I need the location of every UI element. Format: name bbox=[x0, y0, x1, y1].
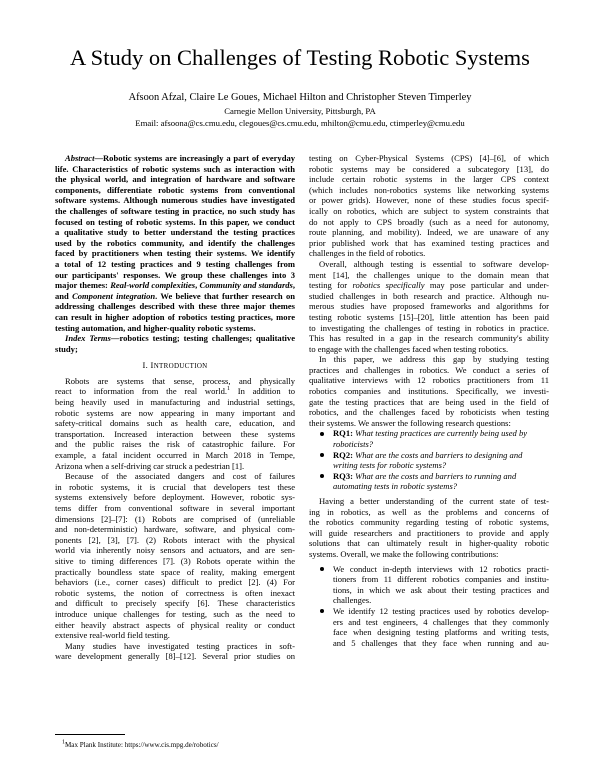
left-column bbox=[55, 153, 295, 662]
abstract-line: a qualitative study to better understand the testing practices bbox=[55, 227, 295, 238]
abstract-line: testing automation, and higher-quality robotic systems. bbox=[55, 322, 256, 333]
bullet-icon bbox=[320, 432, 324, 436]
research-question-2: RQ2: What are the costs and barriers to designing and writing tests for robotic systems? bbox=[309, 450, 549, 471]
research-question-3: RQ3: What are the costs and barriers to running and automating tests in robotic systems? bbox=[309, 471, 549, 492]
intro-paragraph-1: Robots are systems that sense, process, and physically react to information from the real world.$^1$ In addition to being heavily used in manufacturing and industrial settings, robotic systems are now appearing in many important and safety-critical domains such as health care, education, and transportation. Increased interaction between these systems and the public raises the risk of catastrophic failure. For example, a fatal incident occurred in March 2018 in Tempe, Arizona when a self-driving car struck a pedestrian [1]. bbox=[55, 375, 295, 471]
abstract bbox=[55, 153, 295, 354]
right-paragraph-4: Having a better understanding of the current state of test- ing in robotics, as well as the problems and concerns of the robotics community regarding testing of robotic systems, will guide researchers and practitioners to provide and apply solutions that can ultimately result in higher-quality robotic systems. Overall, we make the following contributions: bbox=[309, 496, 549, 559]
author-emails: Email: afsoona@cs.cmu.edu, clegoues@cs.cmu.edu, mhilton@cmu.edu, ctimperley@cmu.edu bbox=[135, 118, 465, 128]
right-paragraph-3: In this paper, we address this gap by studying testing practices and challenges in robotics. We conduct a series of qualitative interviews with 12 robotics practitioners from 11 robotics companies and institutions. Specifically, we investi- gate the testing practices that are being used in the field of robotics, and the challenges faced by roboticists when testing their systems. We answer the following research questions: bbox=[309, 354, 549, 428]
abstract-line: life. Characteristics of robotic systems such as interaction with bbox=[55, 163, 295, 174]
bullet-icon bbox=[320, 453, 324, 457]
theme-real-world: Real-world complexities bbox=[110, 280, 196, 291]
footnote-marker: 1 bbox=[226, 386, 230, 393]
abstract-line: software systems. Although numerous studies have investigated bbox=[55, 195, 295, 206]
contributions-list bbox=[309, 564, 549, 649]
abstract-line: addressing challenges described with these three major themes bbox=[55, 301, 295, 312]
index-terms: Index Terms—robotics testing; testing challenges; qualitative bbox=[65, 333, 295, 344]
research-questions bbox=[309, 428, 549, 492]
footnote-rule bbox=[55, 734, 125, 735]
affiliation: Carnegie Mellon University, Pittsburgh, PA bbox=[224, 106, 376, 116]
index-terms-label: Index Terms bbox=[65, 333, 111, 344]
bullet-icon bbox=[320, 609, 324, 613]
abstract-line: the challenges of software testing in practice, no such study has bbox=[55, 205, 295, 216]
abstract-line: Abstract—Robotic systems are increasingly a part of everyday bbox=[65, 153, 295, 163]
abstract-line: used by the robotics community, and identify the challenges bbox=[55, 237, 295, 248]
index-terms-line: study; bbox=[55, 343, 78, 354]
bullet-icon bbox=[320, 474, 324, 478]
footnote: $^1$Max Plank Institute: https://www.cis.mpg.de/robotics/ bbox=[62, 739, 219, 749]
abstract-line: a total of 12 testing practices and 9 testing challenges from bbox=[55, 258, 295, 269]
abstract-line: major themes: Real-world complexities, Community and standards, bbox=[55, 280, 296, 291]
right-paragraph-2: Overall, although testing is essential to software develop- ment [14], the challenges unique to the domain mean that testing for robotics specifically may pose particular and under- studied challenges in both research and practice. Although nu- merous studies have proposed frameworks and algorithms for testing robotic systems [15]–[20], little attention has been paid to investigating the challenges of testing in robotics in practice. This has resulted in a gap in the research community's ability to engage with the challenges faced when testing robotics. bbox=[309, 258, 549, 354]
bullet-icon bbox=[320, 567, 324, 571]
emphasis-robotics-specifically: robotics specifically bbox=[352, 280, 425, 291]
abstract-line: our participants' responses. We group these challenges into 3 bbox=[55, 269, 295, 280]
section-heading-introduction: I. INTRODUCTION bbox=[142, 360, 208, 371]
theme-integration: Component integration bbox=[72, 290, 156, 301]
research-question-1: RQ1: What testing practices are currently being used by roboticists? bbox=[309, 428, 549, 449]
author-list: Afsoon Afzal, Claire Le Goues, Michael Hilton and Christopher Steven Timperley bbox=[128, 92, 472, 103]
right-paragraph-1: testing on Cyber-Physical Systems (CPS) [4]–[6], of which robotic systems may be considered a subcategory [13], do include certain robotic systems in the larger CPS context (which includes non-robotics systems like networking systems or power grids). However, none of these studies focus specif- ically on robotics, which are subject to system constraints that do not apply to CPS broadly (such as a need for autonomy, route planning, and mobility). Indeed, we are unaware of any prior published work that has examined testing practices and challenges in the field of robotics. bbox=[309, 153, 549, 259]
abstract-line: components, differentiate robotic systems from conventional bbox=[55, 184, 295, 195]
theme-community: Community and standards bbox=[199, 280, 293, 291]
intro-paragraph-3: Many studies have investigated testing practices in soft- ware development generally [8]–[12]. Several prior studies on bbox=[55, 640, 295, 662]
abstract-line: and Component integration. We believe that further research on bbox=[55, 290, 295, 301]
right-column bbox=[309, 153, 549, 648]
abstract-line: can result in higher adoption of robotics testing practices, more bbox=[55, 311, 295, 322]
paper-title: A Study on Challenges of Testing Robotic Systems bbox=[70, 45, 530, 70]
abstract-line: faced by practitioners when testing their systems. We identify bbox=[55, 248, 295, 259]
abstract-line: focused on testing of robotic systems. In this paper, we conduct bbox=[55, 216, 295, 227]
contribution-1: We conduct in-depth interviews with 12 robotics practi- tioners from 11 different robotics companies and institu- tions, in which we ask about their testing practices and challenges. bbox=[309, 564, 549, 606]
abstract-line: the physical world, and integration of hardware and software bbox=[55, 174, 295, 185]
intro-paragraph-2: Because of the associated dangers and cost of failures in robotic systems, it is crucial that developers test these systems extensively before deployment. However, robotic sys- tems differ from conventional software in several important dimensions [2]–[7]: (1) Robots are comprised of (unreliable and non-deterministic) hardware, software, and physical com- ponents [2], [3], [7]. (2) Robots interact with the physical world via inherently noisy sensors and actuators, and are sen- sitive to timing differences [7]. (3) Robots operate within the practically boundless state space of reality, making emergent behaviors (i.e., corner cases) difficult to predict [2]. (4) For robotic systems, the notion of correctness is often inexact and difficult to precisely specify [6]. These characteristics introduce unique challenges for testing, such as the need to either heavily abstract aspects of physical reality or conduct extensive real-world field testing. bbox=[55, 471, 295, 641]
abstract-label: Abstract bbox=[65, 153, 95, 163]
contribution-2: We identify 12 testing practices used by robotics develop- ers and test engineers, 4 challenges that they commonly face when designing testing platforms and writing tests, and 5 challenges that they face when running and au- bbox=[309, 606, 549, 648]
